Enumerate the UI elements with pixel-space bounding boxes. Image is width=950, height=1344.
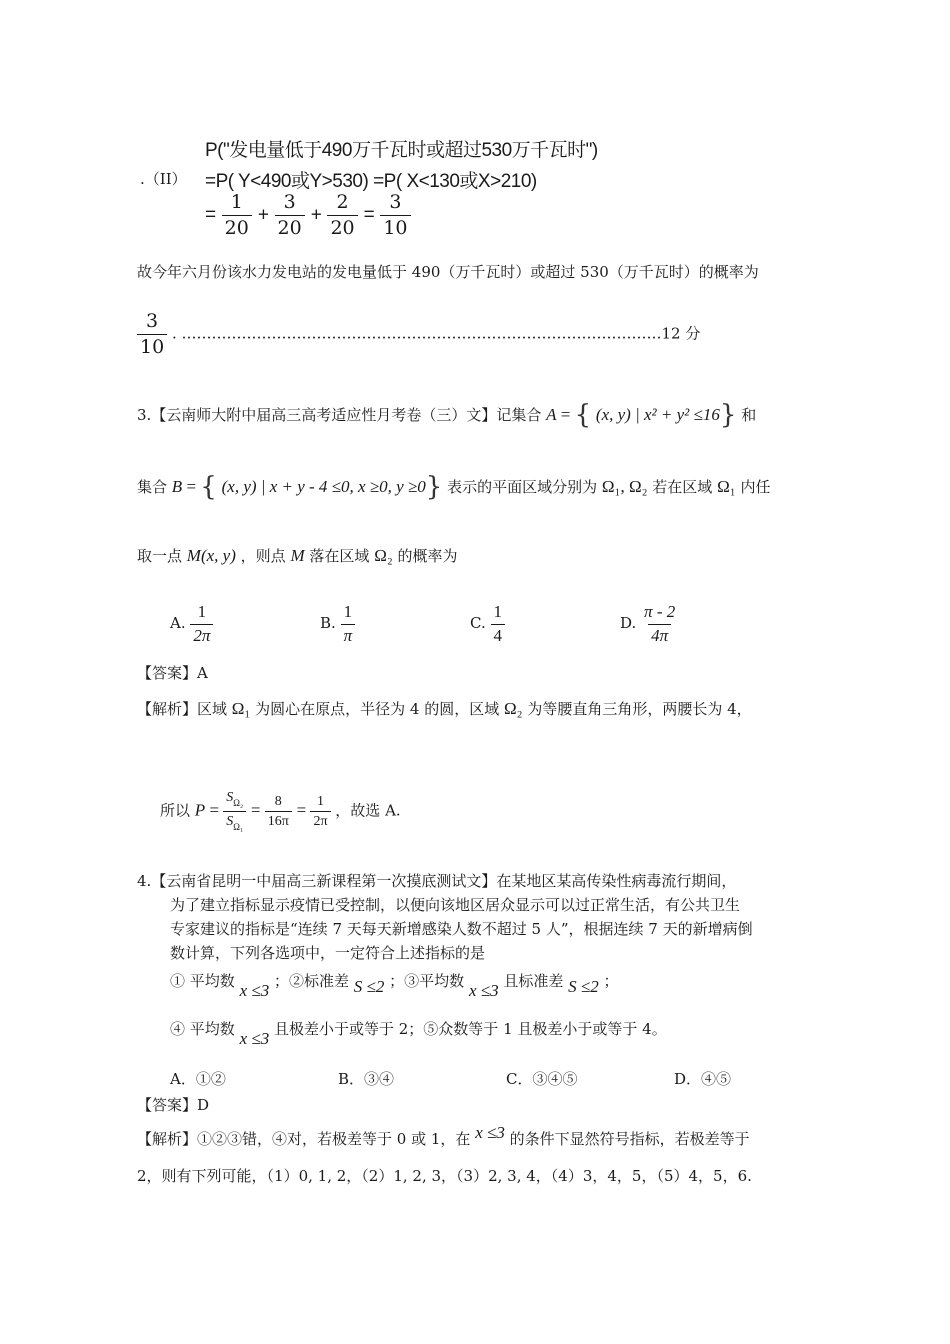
q4-option-d[interactable]: D．④⑤ bbox=[674, 1070, 732, 1088]
q4-option-b[interactable]: B．③④ bbox=[338, 1070, 395, 1088]
fraction: $\frac{1}{\pi}$ bbox=[341, 603, 356, 645]
omega1-symbol: Ω₁ bbox=[231, 699, 251, 718]
fraction: $\frac{1}{2\pi}$ bbox=[310, 794, 330, 830]
fraction: $\frac{1}{2\pi}$ bbox=[190, 603, 213, 645]
q4-analysis-line2: 2，则有下列可能，（1）0, 1, 2，（2）1, 2, 3，（3）2, 3, 4，（4）3，4，5，（5）4，5，6. bbox=[137, 1167, 752, 1185]
fraction: $\frac{3}{10}$ bbox=[137, 311, 167, 358]
q4-line2: 为了建立指标显示疫情已受控制，以便向该地区居众显示可以过正常生活，有公共卫生 bbox=[170, 896, 741, 914]
fraction: $\frac{3}{10}$ bbox=[380, 192, 410, 239]
score-dots: . ……………………………………………………………………………………12 分 bbox=[171, 324, 701, 343]
q3-option-a[interactable]: A. $\frac{1}{2\pi}$ bbox=[170, 603, 213, 645]
std-condition: S ≤2 bbox=[353, 977, 385, 996]
q4-answer: 【答案】D bbox=[137, 1096, 210, 1114]
mean-condition: x ≤3 bbox=[475, 1123, 505, 1142]
q4-conditions-line1: ① 平均数 x ≤3 ；②标准差 S ≤2 ；③平均数 x ≤3 且标准差 S ≤2 ； bbox=[170, 972, 619, 1000]
conclusion-result bbox=[137, 311, 700, 358]
q3-line3: 取一点 M(x, y) ，则点 M 落在区域 Ω₂ 的概率为 bbox=[137, 546, 458, 565]
fraction: $\frac{3}{20}$ bbox=[275, 192, 305, 239]
q4-analysis-line1: 【解析】①②③错，④对，若极差等于 0 或 1，在 x ≤3 的条件下显然符号指标，若极差等于 bbox=[137, 1123, 750, 1148]
probability-expression-line2: =P( Y<490或Y>530) =P( X<130或X>210) bbox=[205, 171, 537, 192]
q3-probability-formula: 所以 P = $\frac{S_{\Omega_2}}{S_{\Omega_1}}$ = $\frac{8}{16\pi}$ = $\frac{1}{2\pi}$ ，故选 A. bbox=[160, 790, 401, 832]
q3-line2: 集合 B = { (x, y) | x + y - 4 ≤0, x ≥0, y ≥0} 表示的平面区域分别为 Ω₁, Ω₂ 若在区域 Ω₁ 内任 bbox=[137, 472, 771, 502]
area-ratio: $\frac{S_{\Omega_2}}{S_{\Omega_1}}$ bbox=[223, 790, 246, 833]
fraction: $\frac{1}{20}$ bbox=[222, 192, 252, 239]
q3-analysis: 【解析】区域 Ω₁ 为圆心在原点，半径为 4 的圆，区域 Ω₂ 为等腰直角三角形，两腰长为 4， bbox=[137, 699, 752, 718]
set-a-definition: (x, y) | x² + y² ≤16 bbox=[595, 405, 720, 424]
mean-condition: x ≤3 bbox=[468, 981, 499, 1000]
omega2-symbol: Ω₂ bbox=[504, 699, 523, 718]
fraction: $\frac{2}{20}$ bbox=[327, 192, 357, 239]
q4-option-a[interactable]: A．①② bbox=[170, 1070, 226, 1088]
fraction: $\frac{1}{4}$ bbox=[491, 603, 506, 645]
q4-line3: 专家建议的指标是“连续 7 天每天新增感染人数不超过 5 人”，根据连续 7 天的新增病倒 bbox=[170, 920, 753, 938]
set-b-definition: (x, y) | x + y - 4 ≤0, x ≥0, y ≥0 bbox=[221, 477, 426, 496]
q3-line1: 3.【云南师大附中届高三高考适应性月考卷（三）文】记集合 A = { (x, y) | x² + y² ≤16} 和 bbox=[137, 400, 757, 430]
q3-option-b[interactable]: B. $\frac{1}{\pi}$ bbox=[320, 603, 355, 645]
probability-expression-line1: P("发电量低于490万千瓦时或超过530万千瓦时") bbox=[205, 140, 598, 161]
q4-conditions-line2: ④ 平均数 x ≤3 且极差小于或等于 2；⑤众数等于 1 且极差小于或等于 4。 bbox=[170, 1020, 667, 1048]
mean-condition: x ≤3 bbox=[239, 981, 270, 1000]
q3-answer: 【答案】A bbox=[137, 664, 208, 682]
q3-option-d[interactable]: D. $\frac{\pi - 2}{4\pi}$ bbox=[620, 603, 678, 645]
conclusion-text: 故今年六月份该水力发电站的发电量低于 490（万千瓦时）或超过 530（万千瓦时）的概率为 bbox=[137, 263, 759, 281]
part-label: .（II） bbox=[140, 170, 187, 188]
probability-fraction-sum: = $\frac{1}{20}$ + $\frac{3}{20}$ + $\frac{2}{20}$ = $\frac{3}{10}$ bbox=[205, 192, 411, 239]
q3-option-c[interactable]: C. $\frac{1}{4}$ bbox=[470, 603, 505, 645]
std-condition: S ≤2 bbox=[568, 977, 599, 996]
q4-line4: 数计算，下列各选项中，一定符合上述指标的是 bbox=[170, 944, 486, 962]
fraction: $\frac{8}{16\pi}$ bbox=[265, 794, 292, 830]
mean-condition: x ≤3 bbox=[239, 1029, 270, 1048]
fraction: $\frac{\pi - 2}{4\pi}$ bbox=[644, 602, 676, 645]
q4-option-c[interactable]: C．③④⑤ bbox=[506, 1070, 578, 1088]
q4-line1: 4.【云南省昆明一中届高三新课程第一次摸底测试文】在某地区某高传染性病毒流行期间， bbox=[137, 872, 737, 890]
